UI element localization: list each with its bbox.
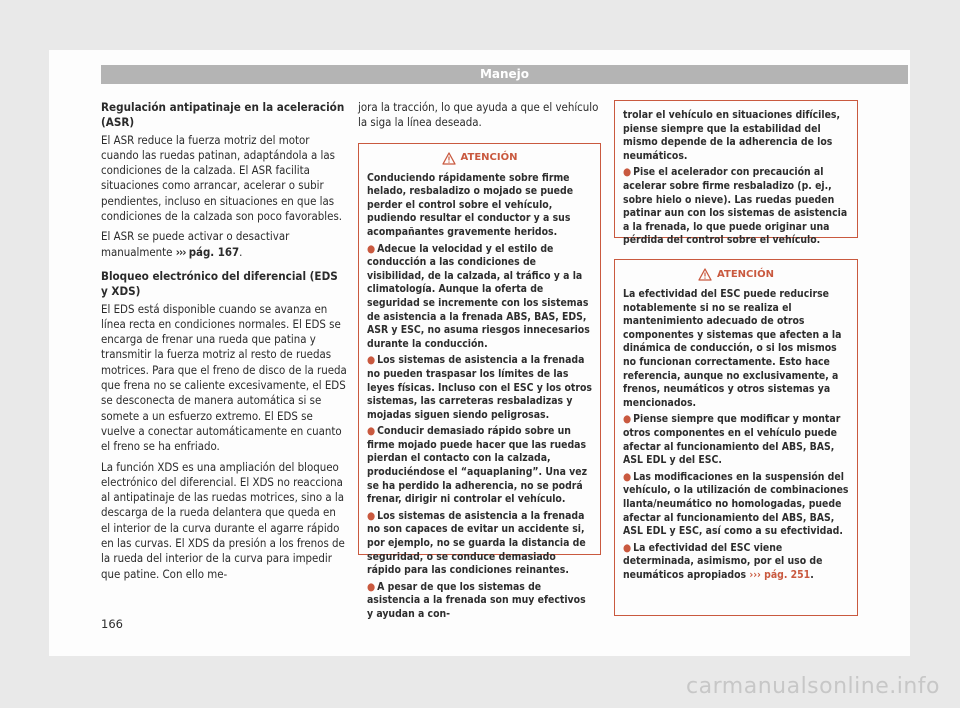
asr-paragraph-2 xyxy=(101,229,347,260)
warning-triangle-icon xyxy=(442,152,456,165)
warning-1-item: ● Pise el acelerador con precaución al acelerar sobre firme resbaladizo (p. ej., sobre hielo o nieve). Las ruedas pueden patinar aun con los sistemas de asistencia a la frenada, lo que puede originar una pérdida del control sobre el vehículo. xyxy=(623,166,848,247)
warning-2-item: ● Las modificaciones en la suspensión del vehículo, o la utilización de combinaciones llanta/neumático no homologadas, puede afectar al funcionamiento del ABS, BAS, ASL EDL y ESC, así como a su efectividad. xyxy=(623,470,849,538)
page-ref-link-251[interactable]: pág. 251 xyxy=(764,568,811,581)
warning-box-2 xyxy=(614,259,858,616)
asr-heading: Regulación antipatinaje en la aceleración (ASR) xyxy=(101,100,345,130)
column-left xyxy=(101,100,347,587)
manual-page xyxy=(49,50,910,656)
eds-heading: Bloqueo electrónico del diferencial (EDS y XDS) xyxy=(101,268,338,299)
bullet-icon: ● xyxy=(623,413,632,426)
warning-1-item: ● Conducir demasiado rápido sobre un firme mojado puede hacer que las ruedas pierdan el contacto con la calzada, produciéndose el “aquaplaning”. Una vez se ha perdido la adherencia, no se podrá frenar, dirigir ni controlar el vehículo. xyxy=(367,425,588,506)
warning-1-item: ● Adecue la velocidad y el estilo de conducción a las condiciones de visibilidad, de la calzada, al tráfico y a la climatología. Aunque la oferta de seguridad se incremente con los sistemas de asistencia a la frenada ABS, BAS, EDS, ASR y ESC, no asuma riesgos innecesarios durante la conducción. xyxy=(367,242,590,350)
warning-box-2-title: ATENCIÓN xyxy=(717,268,774,280)
warning-box-2-header xyxy=(621,265,851,284)
page-ref-link-167[interactable]: pág. 167 xyxy=(188,244,240,259)
warning-2-item: ● La efectividad del ESC viene determinada, asimismo, por el uso de neumáticos apropiados ››› pág. 251. xyxy=(623,541,823,581)
asr-paragraph-2-end: . xyxy=(239,244,243,259)
warning-1-intro: Conduciendo rápidamente sobre firme helado, resbaladizo o mojado se puede perder el control sobre el vehículo, pudiendo resultar el conductor y a sus acompañantes gravemente heridos. xyxy=(367,171,574,238)
bullet-icon: ● xyxy=(367,242,376,255)
asr-paragraph-2-text: El ASR se puede activar o desactivar manualmente xyxy=(101,229,290,259)
bullet-icon: ● xyxy=(623,541,632,554)
column-right xyxy=(614,100,858,616)
warning-1-item: ● Los sistemas de asistencia a la frenada no pueden traspasar los límites de las leyes físicas. Incluso con el ESC y los otros sistemas, las carreteras resbaladizas y mojadas siguen siendo peligrosas. xyxy=(367,354,592,421)
warning-box-1-body xyxy=(359,172,600,631)
warning-1-item: ● Los sistemas de asistencia a la frenada no son capaces de evitar un accidente si, por ejemplo, no se guarda la distancia de seguridad, o se conduce demasiado rápido para las condiciones reinantes. xyxy=(367,509,586,577)
traction-continuation: jora la tracción, lo que ayuda a que el vehículo la siga la línea deseada. xyxy=(358,100,599,130)
bullet-icon: ● xyxy=(367,425,376,438)
warning-box-1-header xyxy=(365,149,594,168)
xds-paragraph: La función XDS es una ampliación del bloqueo electrónico del diferencial. El XDS no reacciona al antipatinaje de las ruedas motrices, sino a la descarga de la rueda delantera que queda en el interior de la curva durante el agarre rápido en las curvas. El XDS da presión a los frenos de la rueda del interior de la curva para impedir que patine. Con ello me- xyxy=(101,459,345,581)
bullet-icon: ● xyxy=(623,470,632,483)
page-number: 166 xyxy=(101,617,123,631)
ref-arrow-icon: ››› xyxy=(175,244,186,259)
warning-box-2-body xyxy=(615,288,857,591)
warning-1-item: ● A pesar de que los sistemas de asistencia a la frenada son muy efectivos y ayudan a con- xyxy=(367,580,586,620)
warning-box-1 xyxy=(358,143,601,620)
warning-2-intro: La efectividad del ESC puede reducirse notablemente si no se realiza el mantenimiento adecuado de otros componentes y sistemas que afecten a la dinámica de conducción, o si los mismos no funcionan correctamente. Esto hace referencia, aunque no exclusivamente, a frenos, neumáticos y otros sistemas ya mencionados. xyxy=(623,288,842,409)
section-header: Manejo xyxy=(101,65,908,84)
warning-box-1-continued-body xyxy=(615,101,857,257)
warning-triangle-icon xyxy=(698,268,712,281)
bullet-icon: ● xyxy=(623,166,632,179)
ref-arrow-icon: ››› xyxy=(749,568,761,581)
asr-paragraph-1: El ASR reduce la fuerza motriz del motor cuando las ruedas patinan, adaptándola a las condiciones de la calzada. El ASR facilita situaciones como arrancar, acelerar o subir pendientes, incluso en situaciones en que las condiciones de la calzada son poco favorables. xyxy=(101,132,343,224)
bullet-icon: ● xyxy=(367,580,376,593)
warning-2-item: ● Piense siempre que modificar y montar otros componentes en el vehículo puede afectar al funcionamiento del ABS, BAS, ASL EDL y del ESC. xyxy=(623,413,841,467)
warning-box-1-title: ATENCIÓN xyxy=(460,152,518,164)
eds-paragraph: El EDS está disponible cuando se avanza en línea recta en condiciones normales. El EDS se encarga de frenar una rueda que patina y transmitir la fuerza motriz al resto de ruedas motrices. Para que el freno de disco de la rueda que frena no se caliente excesivamente, el EDS se desconecta de manera automática si se somete a un esfuerzo extremo. El EDS se vuelve a conectar automáticamente en cuanto el freno se ha enfriado. xyxy=(101,301,347,454)
bullet-icon: ● xyxy=(367,509,376,522)
watermark: carmanualsonline.info xyxy=(686,674,940,699)
column-middle xyxy=(358,100,601,620)
warning-1-continuation: trolar el vehículo en situaciones difíciles, piense siempre que la estabilidad del mismo depende de la adherencia de los neumáticos. xyxy=(623,109,841,162)
bullet-icon: ● xyxy=(367,354,376,367)
warning-box-1-continued xyxy=(614,100,858,247)
